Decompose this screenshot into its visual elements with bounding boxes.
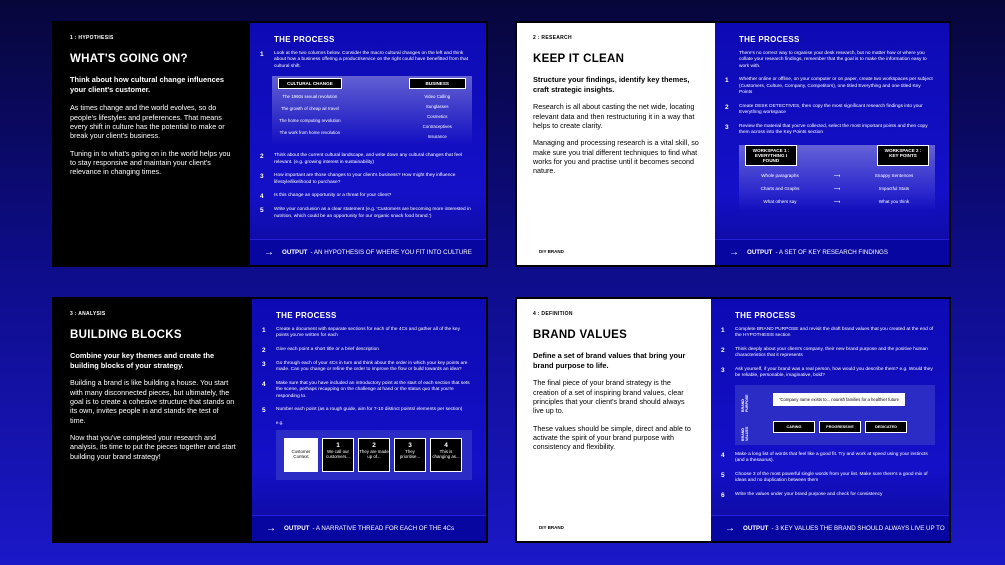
- flow-box-text: Customer Context: [291, 449, 311, 460]
- table-cell: The growth of cheap air travel: [280, 106, 339, 112]
- process-step: [260, 153, 472, 166]
- table-cell: Insurance: [427, 134, 447, 140]
- output-label: OUTPUT: [284, 525, 310, 532]
- section-label: 1 : HYPOTHESIS: [70, 35, 114, 41]
- process-step: [260, 51, 472, 70]
- flow-box-number: 4: [444, 442, 448, 450]
- step-text: Think deeply about your client's company, their new brand purpose and the positive human characteristics that it represents: [735, 346, 928, 359]
- flow-box: [430, 438, 462, 472]
- card-body: Building a brand is like building a house. You start with many disconnected pieces, but ultimately, the goal is to create a cohesive structure that stands on its own, invites people in and stands the test of time.: [70, 378, 235, 425]
- output-text: - 3 KEY VALUES THE BRAND SHOULD ALWAYS LIVE UP TO: [771, 525, 945, 532]
- process-step: [262, 327, 472, 340]
- column-header: BUSINESS: [409, 78, 467, 89]
- process-step: [262, 407, 472, 414]
- step-number: 1: [725, 77, 729, 85]
- card-lead: Define a set of brand values that bring your brand purpose to life.: [533, 351, 686, 370]
- workspace-row: [745, 199, 929, 205]
- step-number: 5: [721, 471, 725, 479]
- step-text: Create DESK DETECTIVES, then copy the most significant research findings into your Everything workspace: [739, 103, 923, 116]
- column-header: CULTURAL CHANGE: [278, 78, 342, 89]
- workspace-2-item: Snappy Sentences: [874, 173, 914, 179]
- step-text: Write your conclusion as a clear statement (e.g. 'Customers are becoming more interested in nutrition, which could be an opportunity for our organic snack food brand.'): [274, 207, 471, 219]
- section-label: 4 : DEFINITION: [533, 311, 573, 317]
- card-body: Tuning in to what's going on in the world helps you to stay responsive and maintain your client's relevance in changing times.: [70, 148, 231, 177]
- step-number: 5: [262, 407, 266, 415]
- step-text: Choose 3 of the most powerful single words from your list. Make sure there's a good mix of ideas and no duplication between them: [735, 471, 928, 484]
- process-title: THE PROCESS: [274, 35, 335, 44]
- value-box: PROGRESSIVE: [819, 421, 861, 433]
- value-box: CARING: [773, 421, 815, 433]
- process-step: [260, 207, 472, 220]
- business-column: [409, 78, 467, 139]
- card-research: [515, 21, 951, 267]
- card-body: Research is all about casting the net wide, locating relevant data and then restructuring it in a way that helps to create clarity.: [533, 102, 695, 130]
- workspace-diagram: [739, 145, 935, 211]
- process-title: THE PROCESS: [735, 311, 796, 320]
- output-text: - AN HYPOTHESIS OF WHERE YOU FIT INTO CULTURE: [310, 249, 472, 256]
- output-bar: [252, 515, 486, 541]
- process-step: [260, 173, 472, 186]
- example-label: e.g.: [276, 420, 284, 426]
- card-lead: Structure your findings, identify key themes, craft strategic insights.: [533, 75, 690, 94]
- flow-box-number: 1: [336, 442, 340, 450]
- table-cell: Sunglasses: [425, 104, 449, 110]
- output-label: OUTPUT: [743, 525, 769, 532]
- section-label: 3 : ANALYSIS: [70, 311, 106, 317]
- narrative-flow: [276, 430, 472, 480]
- process-panel: [715, 23, 949, 265]
- flow-box: [284, 438, 318, 472]
- output-bar: [715, 239, 949, 265]
- card-body: Now that you've completed your research and analysis, its time to put the pieces together and start building your brand strategy!: [70, 433, 236, 461]
- step-number: 4: [721, 451, 725, 459]
- output-text: - A SET OF KEY RESEARCH FINDINGS: [775, 249, 888, 256]
- step-number: 1: [262, 327, 266, 334]
- workspace-row: [745, 186, 929, 192]
- process-panel: [250, 23, 486, 265]
- step-text: Review the material that you've collected, select the most important points and then copy them across into the Key Points section: [739, 123, 928, 136]
- workspace-2-item: What you think: [878, 199, 910, 205]
- step-number: 6: [721, 491, 725, 499]
- step-number: 2: [260, 153, 264, 161]
- step-text: Look at the two columns below. Consider the macro cultural changes on the left and think about how a business offering a product/service on the right could have benefitted from that cultural shift.: [274, 51, 469, 69]
- step-text: Whether online or offline, on your computer or on paper, create two workspaces per subject (Customers, Culture, Company, Competitors), one titled Everything and one titled Key Points: [739, 77, 933, 96]
- brand-purpose-box: "Company name exists to... nourish families for a healthier future: [773, 393, 905, 406]
- process-step: [260, 193, 472, 200]
- value-box: DEDICATED: [865, 421, 907, 433]
- output-text: - A NARRATIVE THREAD FOR EACH OF THE 4Cs: [312, 525, 455, 532]
- step-text: Create a document with separate sections for each of the 4Cs and gather all of the key points you've written for each: [276, 327, 460, 339]
- flow-box-number: 3: [408, 442, 412, 450]
- card-body: As times change and the world evolves, so do people's lifestyles and preferences. That means every shift in culture has the potential to make or break your client's business.: [70, 103, 225, 141]
- workspace-2-header: WORKSPACE 2 : KEY POINTS: [877, 145, 929, 166]
- flow-box-text: This is changing as...: [432, 449, 460, 460]
- card-left-panel: [517, 23, 715, 265]
- brand-purpose-label: BRAND PURPOSE: [741, 394, 749, 412]
- workspace-1-item: Whole paragraphs: [761, 173, 799, 179]
- flow-box-number: 2: [372, 442, 376, 450]
- workspace-1-item: What others say: [763, 199, 797, 205]
- culture-business-table: [272, 76, 472, 145]
- workspace-row: [745, 173, 929, 179]
- card-analysis: [52, 297, 488, 543]
- brand-values-label: BRAND VALUES: [741, 426, 749, 441]
- process-intro: [725, 51, 935, 70]
- flow-box-text: We call our customers...: [326, 449, 350, 460]
- process-panel: [252, 299, 486, 541]
- step-number: 4: [260, 193, 264, 201]
- process-step: [721, 452, 935, 465]
- step-text: Complete BRAND PURPOSE and revisit the draft brand values that you created at the end of the HYPOTHESIS section: [735, 327, 934, 339]
- workspace-headers: [745, 145, 929, 166]
- step-text: There's no correct way to organise your desk research, but no matter how or where you collate your research findings, remember that the goal is to make the information easy to work with.: [739, 51, 927, 69]
- output-label: OUTPUT: [747, 249, 773, 256]
- arrow-right-icon: ⟶: [833, 172, 841, 178]
- brand-mark: DIY BRAND: [539, 525, 564, 530]
- arrow-right-icon: →: [266, 523, 276, 534]
- card-definition: [515, 297, 951, 543]
- step-text: Think about the current cultural landscape, and write down any cultural changes that feel relevant. (e.g. growing interest in sustainability): [274, 153, 462, 165]
- output-bar: [250, 239, 486, 265]
- process-step: [721, 347, 935, 360]
- arrow-right-icon: →: [264, 247, 274, 258]
- flow-box: [322, 438, 354, 472]
- process-step: [721, 327, 935, 340]
- card-title: BUILDING BLOCKS: [70, 329, 182, 341]
- brand-mark: DIY BRAND: [539, 249, 564, 254]
- card-left-panel: [517, 299, 711, 541]
- card-hypothesis: [52, 21, 488, 267]
- card-title: WHAT'S GOING ON?: [70, 53, 188, 65]
- process-panel: [711, 299, 949, 541]
- flow-box: [358, 438, 390, 472]
- card-title: BRAND VALUES: [533, 329, 628, 341]
- step-number: 1: [721, 327, 725, 334]
- output-label: OUTPUT: [282, 249, 308, 256]
- step-number: 1: [260, 51, 264, 58]
- process-step: [721, 472, 935, 485]
- process-step: [725, 77, 935, 96]
- flow-box: [394, 438, 426, 472]
- workspace-1-header: WORKSPACE 1 : EVERYTHING I FOUND: [745, 145, 797, 166]
- process-step: [262, 361, 472, 374]
- process-title: THE PROCESS: [739, 35, 800, 44]
- card-body: The final piece of your brand strategy is the creation of a set of inspiring brand values, clear principles that your client's brand should always live up to.: [533, 378, 685, 416]
- brand-values-diagram: [735, 385, 935, 445]
- output-bar: [711, 515, 949, 541]
- step-number: 2: [262, 346, 266, 354]
- step-text: Write the values under your brand purpose and check for consistency: [735, 491, 883, 497]
- process-step: [725, 124, 935, 137]
- arrow-right-icon: →: [729, 247, 739, 258]
- card-left-panel: [54, 23, 250, 265]
- table-cell: The home computing revolution: [279, 118, 341, 124]
- step-number: 3: [721, 366, 725, 374]
- step-text: Make a long list of words that feel like a good fit. Try and work at speed using your instincts (and a thesaurus).: [735, 451, 928, 464]
- table-cell: The work from home revolution: [279, 130, 341, 136]
- step-text: Ask yourself, if your brand was a real person, how would you describe them? e.g. Would they be reliable, personable, imaginative, bold?: [735, 366, 933, 379]
- table-cell: Contraceptives: [422, 124, 452, 130]
- workspace-2-item: Impactful Stats: [878, 186, 910, 192]
- step-number: 4: [262, 380, 266, 388]
- card-lead: Combine your key themes and create the building blocks of your strategy.: [70, 351, 215, 370]
- process-step: [721, 367, 935, 380]
- table-cell: The 1960s sexual revolution: [282, 94, 338, 100]
- step-number: 3: [725, 123, 729, 131]
- card-body: Managing and processing research is a vital skill, so make sure you trial different techniques to find what works for you and practise until it becomes second nature.: [533, 138, 699, 176]
- process-step: [725, 104, 935, 117]
- process-step: [721, 492, 935, 499]
- process-step: [262, 347, 472, 354]
- process-title: THE PROCESS: [276, 311, 337, 320]
- table-cell: Cosmetics: [427, 114, 448, 120]
- arrow-right-icon: ⟶: [833, 198, 841, 204]
- card-body: These values should be simple, direct and able to activate the spirit of your brand purpose with consistency and flexibility.: [533, 423, 691, 452]
- flow-box-text: They are made up of...: [359, 449, 389, 460]
- workspace-1-item: Charts and Graphs: [760, 186, 800, 192]
- process-step: [262, 381, 472, 400]
- card-lead: Think about how cultural change influences your client's customer.: [70, 75, 224, 94]
- table-cell: Video Calling: [424, 94, 451, 100]
- step-text: Go through each of your 4Cs in turn and think about the order in which your key points are made. Can you change or refine the order to improve the flow or build towards an idea?: [276, 360, 468, 373]
- section-label: 2 : RESEARCH: [533, 35, 572, 41]
- culture-column: [278, 78, 342, 139]
- card-title: KEEP IT CLEAN: [533, 53, 625, 65]
- flow-box-text: They prioritise...: [399, 449, 421, 460]
- step-text: Make sure that you have included an introductory point at the start of each section that sets the scene, perhaps recapping on the challenge at hand or the status quo that you're responding to.: [276, 380, 470, 399]
- card-left-panel: [54, 299, 252, 541]
- step-number: 5: [260, 207, 264, 215]
- step-number: 3: [260, 173, 264, 181]
- step-text: How important are those changes to your client's business? How might they influence lifestyle/likelihood to purchase?: [274, 173, 456, 185]
- step-text: Give each point a short title or a brief description: [276, 346, 379, 352]
- step-text: Is this change an opportunity or a threat for your client?: [274, 193, 392, 199]
- step-text: Number each point (as a rough guide, aim for 7-10 distinct points/ elements per section): [276, 407, 463, 413]
- arrow-right-icon: ⟶: [833, 185, 841, 191]
- step-number: 2: [721, 346, 725, 354]
- step-number: 2: [725, 103, 729, 111]
- arrow-right-icon: →: [725, 523, 735, 534]
- step-number: 3: [262, 360, 266, 368]
